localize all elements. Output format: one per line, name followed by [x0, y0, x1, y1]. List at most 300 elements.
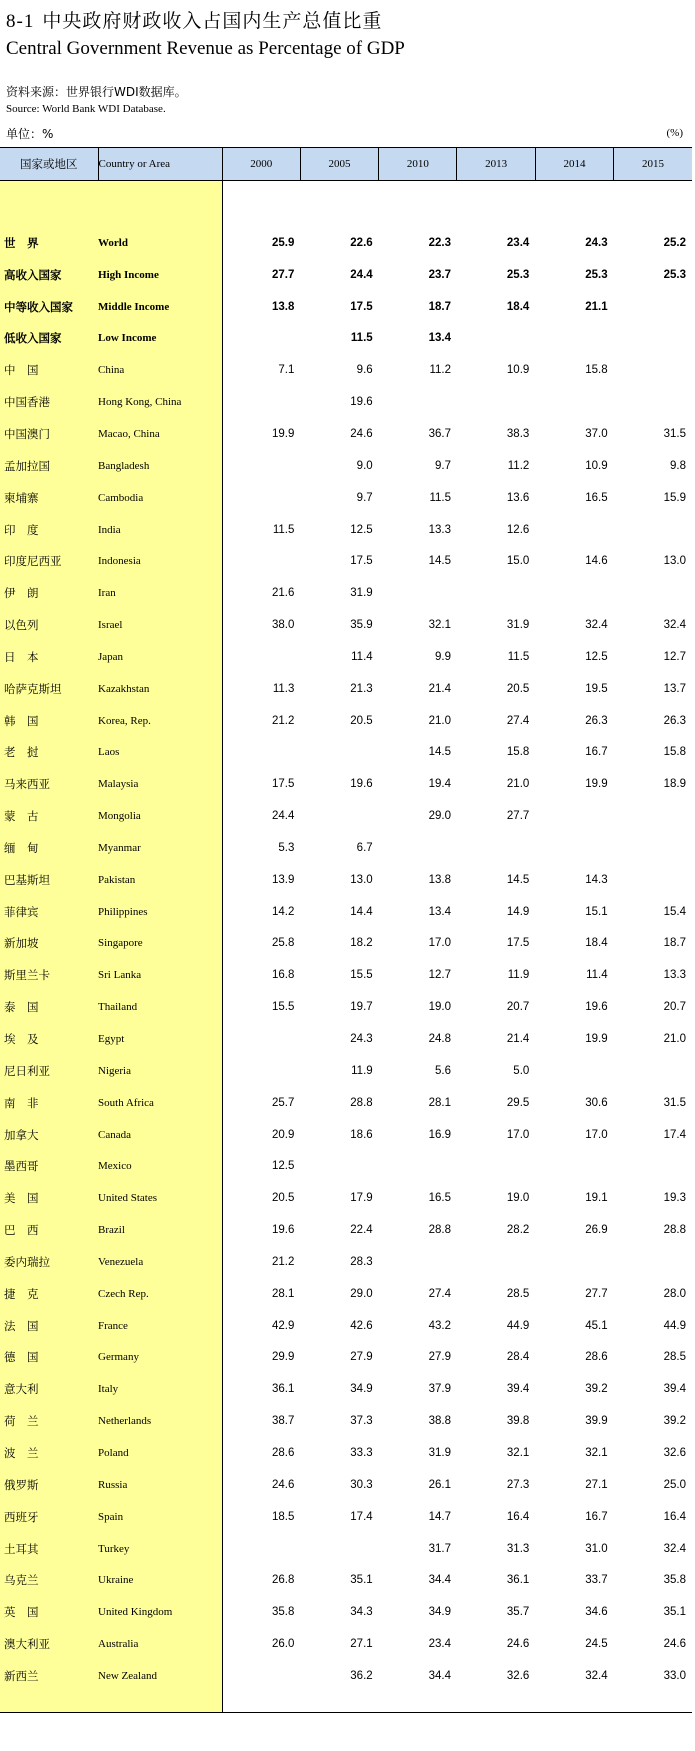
country-name-en: Korea, Rep.: [98, 705, 222, 737]
table-row: [0, 705, 692, 737]
value-cell: 35.1: [663, 1606, 686, 1619]
value-cell: 19.5: [585, 682, 608, 695]
header-year: 2015: [614, 148, 692, 181]
value-cell: 24.6: [271, 1478, 295, 1491]
value-cell: 32.6: [506, 1669, 530, 1682]
value-cell: 24.6: [350, 427, 373, 440]
country-name-en: Czech Rep.: [98, 1278, 222, 1310]
title-zh-text: 中央政府财政收入占国内生产总值比重: [42, 10, 383, 32]
value-cell: 21.2: [271, 714, 295, 727]
country-name-en: Low Income: [98, 323, 222, 355]
value-cell: 30.6: [585, 1096, 608, 1109]
country-name-en: Bangladesh: [98, 450, 222, 482]
country-name-en: Mexico: [98, 1150, 222, 1182]
value-cell: 15.0: [506, 555, 530, 568]
value-cell: 9.0: [356, 459, 373, 472]
value-cell: [222, 1055, 300, 1087]
table-row: [0, 864, 692, 896]
value-cell: [222, 323, 300, 355]
value-cell: 18.6: [350, 1128, 373, 1141]
value-cell: 33.3: [350, 1446, 373, 1459]
country-name-en: United Kingdom: [98, 1596, 222, 1628]
value-cell: 28.8: [663, 1224, 686, 1237]
country-name-zh: 印度尼西亚: [0, 545, 98, 577]
spacer-row: [0, 181, 692, 228]
value-cell: [300, 800, 378, 832]
table-row: [0, 1405, 692, 1437]
value-cell: 27.1: [350, 1638, 373, 1651]
value-cell: 11.3: [272, 682, 295, 695]
value-cell: 26.8: [271, 1574, 295, 1587]
value-cell: 28.4: [506, 1351, 530, 1364]
value-cell: [614, 1150, 692, 1182]
value-cell: 34.4: [428, 1574, 451, 1587]
value-cell: 31.3: [506, 1542, 530, 1555]
country-name-en: France: [98, 1310, 222, 1342]
value-cell: 27.1: [585, 1478, 608, 1491]
value-cell: 11.5: [272, 523, 295, 536]
value-cell: [379, 832, 457, 864]
value-cell: 26.3: [663, 714, 686, 727]
country-name-en: Philippines: [98, 896, 222, 928]
value-cell: 27.9: [350, 1351, 373, 1364]
value-cell: 19.0: [506, 1192, 530, 1205]
value-cell: 13.4: [428, 905, 451, 918]
value-cell: 44.9: [663, 1319, 686, 1332]
value-cell: 24.4: [271, 810, 295, 823]
value-cell: [535, 1246, 613, 1278]
value-cell: 21.0: [428, 714, 451, 727]
value-cell: 20.7: [663, 1001, 686, 1014]
value-cell: 18.4: [506, 300, 530, 313]
table-row: [0, 1246, 692, 1278]
value-cell: 14.6: [585, 555, 608, 568]
country-name-en: Singapore: [98, 928, 222, 960]
value-cell: 17.9: [350, 1192, 373, 1205]
value-cell: 20.5: [271, 1192, 295, 1205]
value-cell: 15.4: [663, 905, 686, 918]
country-name-en: Russia: [98, 1469, 222, 1501]
value-cell: 6.7: [356, 841, 373, 854]
country-name-en: Italy: [98, 1373, 222, 1405]
value-cell: 25.3: [585, 268, 608, 281]
value-cell: 32.1: [506, 1446, 530, 1459]
value-cell: 22.3: [428, 236, 451, 249]
country-name-en: Malaysia: [98, 768, 222, 800]
value-cell: 15.8: [663, 746, 686, 759]
value-cell: 13.0: [663, 555, 686, 568]
value-cell: [222, 1533, 300, 1565]
value-cell: 10.9: [506, 364, 530, 377]
country-name-zh: 新加坡: [0, 928, 98, 960]
value-cell: 23.4: [506, 236, 530, 249]
country-name-zh: 以色列: [0, 609, 98, 641]
value-cell: 12.5: [585, 650, 608, 663]
table-row: [0, 1310, 692, 1342]
country-name-en: Israel: [98, 609, 222, 641]
table-row: [0, 1214, 692, 1246]
table-row: [0, 291, 692, 323]
header-year: 2010: [379, 148, 457, 181]
bottom-padding-row: [0, 1692, 692, 1713]
value-cell: 11.2: [429, 364, 451, 377]
country-name-zh: 孟加拉国: [0, 450, 98, 482]
country-name-en: Myanmar: [98, 832, 222, 864]
title-en: Central Government Revenue as Percentage of GDP: [6, 38, 405, 59]
value-cell: [300, 1150, 378, 1182]
country-name-en: Thailand: [98, 991, 222, 1023]
value-cell: [457, 323, 535, 355]
value-cell: 19.9: [271, 427, 295, 440]
table-row: [0, 227, 692, 259]
table-row: [0, 482, 692, 514]
country-name-zh: 新西兰: [0, 1660, 98, 1692]
value-cell: 25.3: [663, 268, 686, 281]
value-cell: 27.3: [506, 1478, 530, 1491]
value-cell: 29.5: [506, 1096, 530, 1109]
value-cell: 24.4: [350, 268, 373, 281]
value-cell: [614, 386, 692, 418]
value-cell: 28.5: [506, 1287, 530, 1300]
value-cell: 28.8: [350, 1096, 373, 1109]
country-name-zh: 巴基斯坦: [0, 864, 98, 896]
country-name-zh: 中国香港: [0, 386, 98, 418]
value-cell: 39.4: [506, 1383, 530, 1396]
value-cell: 21.1: [585, 300, 608, 313]
value-cell: 15.5: [271, 1001, 295, 1014]
table-row: [0, 928, 692, 960]
country-name-en: Germany: [98, 1342, 222, 1374]
value-cell: [535, 1055, 613, 1087]
value-cell: 14.2: [271, 905, 295, 918]
value-cell: 16.4: [663, 1510, 686, 1523]
value-cell: 34.3: [350, 1606, 373, 1619]
country-name-en: Netherlands: [98, 1405, 222, 1437]
value-cell: [457, 1150, 535, 1182]
value-cell: [300, 737, 378, 769]
value-cell: 17.5: [271, 778, 295, 791]
value-cell: 12.6: [506, 523, 530, 536]
value-cell: 36.1: [271, 1383, 295, 1396]
value-cell: 32.6: [663, 1446, 686, 1459]
value-cell: [457, 386, 535, 418]
value-cell: 31.0: [585, 1542, 608, 1555]
value-cell: [222, 641, 300, 673]
value-cell: 28.5: [663, 1351, 686, 1364]
value-cell: 24.6: [506, 1638, 530, 1651]
country-name-zh: 世 界: [0, 227, 98, 259]
table-row: [0, 1437, 692, 1469]
value-cell: 19.1: [585, 1192, 608, 1205]
country-name-en: Spain: [98, 1501, 222, 1533]
value-cell: 14.9: [506, 905, 530, 918]
value-cell: 25.2: [663, 236, 686, 249]
value-cell: 11.9: [351, 1064, 373, 1077]
table-body: [0, 181, 692, 1713]
value-cell: 38.7: [271, 1415, 295, 1428]
value-cell: 19.9: [585, 778, 608, 791]
value-cell: 29.0: [350, 1287, 373, 1300]
value-cell: [535, 800, 613, 832]
value-cell: 18.2: [350, 937, 373, 950]
value-cell: 13.8: [271, 300, 295, 313]
value-cell: 27.7: [271, 268, 295, 281]
value-cell: 19.9: [585, 1033, 608, 1046]
value-cell: 32.4: [585, 1669, 608, 1682]
value-cell: 9.7: [434, 459, 451, 472]
country-name-en: Iran: [98, 577, 222, 609]
value-cell: 31.7: [428, 1542, 451, 1555]
value-cell: 29.9: [271, 1351, 295, 1364]
value-cell: 32.4: [663, 1542, 686, 1555]
value-cell: [379, 577, 457, 609]
value-cell: 19.3: [663, 1192, 686, 1205]
country-name-en: Japan: [98, 641, 222, 673]
value-cell: 36.7: [428, 427, 451, 440]
country-name-zh: 加拿大: [0, 1119, 98, 1151]
value-cell: 33.0: [663, 1669, 686, 1682]
table-row: [0, 609, 692, 641]
country-name-en: High Income: [98, 259, 222, 291]
value-cell: 7.1: [278, 364, 295, 377]
value-cell: 26.9: [585, 1224, 608, 1237]
value-cell: 31.9: [350, 587, 373, 600]
value-cell: [379, 1150, 457, 1182]
value-cell: 21.3: [350, 682, 373, 695]
country-name-zh: 缅 甸: [0, 832, 98, 864]
value-cell: 24.8: [428, 1033, 451, 1046]
value-cell: [379, 1246, 457, 1278]
value-cell: 43.2: [428, 1319, 451, 1332]
value-cell: 12.7: [663, 650, 686, 663]
table-row: [0, 1055, 692, 1087]
value-cell: 37.0: [585, 427, 608, 440]
value-cell: 15.1: [585, 905, 608, 918]
value-cell: 13.7: [663, 682, 686, 695]
country-name-en: Pakistan: [98, 864, 222, 896]
value-cell: 17.0: [506, 1128, 530, 1141]
country-name-en: South Africa: [98, 1087, 222, 1119]
value-cell: 17.4: [663, 1128, 686, 1141]
country-name-zh: 斯里兰卡: [0, 959, 98, 991]
value-cell: 32.1: [585, 1446, 608, 1459]
value-cell: 28.3: [350, 1255, 373, 1268]
value-cell: 39.2: [663, 1415, 686, 1428]
table-number: 8-1: [6, 11, 35, 32]
country-name-en: New Zealand: [98, 1660, 222, 1692]
value-cell: 38.8: [428, 1415, 451, 1428]
value-cell: 31.5: [663, 427, 686, 440]
value-cell: [535, 514, 613, 546]
country-name-zh: 南 非: [0, 1087, 98, 1119]
country-name-zh: 美 国: [0, 1182, 98, 1214]
value-cell: 25.9: [271, 236, 295, 249]
country-name-zh: 波 兰: [0, 1437, 98, 1469]
table-row: [0, 1087, 692, 1119]
value-cell: 32.1: [428, 619, 451, 632]
country-name-zh: 中等收入国家: [0, 291, 98, 323]
country-name-en: Macao, China: [98, 418, 222, 450]
value-cell: 28.1: [271, 1287, 295, 1300]
value-cell: 18.5: [271, 1510, 295, 1523]
value-cell: 37.9: [428, 1383, 451, 1396]
value-cell: 25.8: [271, 937, 295, 950]
value-cell: 44.9: [506, 1319, 530, 1332]
country-name-en: Turkey: [98, 1533, 222, 1565]
country-name-zh: 俄罗斯: [0, 1469, 98, 1501]
value-cell: 15.5: [350, 969, 373, 982]
country-name-zh: 尼日利亚: [0, 1055, 98, 1087]
value-cell: 39.4: [663, 1383, 686, 1396]
country-name-zh: 埃 及: [0, 1023, 98, 1055]
value-cell: [222, 450, 300, 482]
unit-zh: 单位：%: [6, 127, 54, 141]
country-name-en: Canada: [98, 1119, 222, 1151]
value-cell: 5.6: [434, 1064, 451, 1077]
country-name-en: Australia: [98, 1628, 222, 1660]
header-year: 2014: [535, 148, 613, 181]
country-name-en: Kazakhstan: [98, 673, 222, 705]
value-cell: 27.4: [428, 1287, 451, 1300]
country-name-zh: 低收入国家: [0, 323, 98, 355]
table-row: [0, 768, 692, 800]
value-cell: 13.8: [428, 873, 451, 886]
value-cell: 12.5: [271, 1160, 295, 1173]
country-name-en: China: [98, 354, 222, 386]
value-cell: [614, 1055, 692, 1087]
value-cell: 11.5: [507, 650, 530, 663]
value-cell: 18.4: [585, 937, 608, 950]
table-row: [0, 1342, 692, 1374]
value-cell: [614, 1246, 692, 1278]
value-cell: 42.6: [350, 1319, 373, 1332]
value-cell: 45.1: [585, 1319, 608, 1332]
value-cell: 13.4: [428, 332, 451, 345]
value-cell: 13.6: [506, 491, 530, 504]
value-cell: [222, 1023, 300, 1055]
value-cell: 31.9: [506, 619, 530, 632]
value-cell: 28.1: [428, 1096, 451, 1109]
value-cell: 10.9: [585, 459, 608, 472]
data-table-container: [0, 147, 695, 1713]
value-cell: 16.7: [585, 746, 608, 759]
country-name-zh: 土耳其: [0, 1533, 98, 1565]
value-cell: 36.2: [350, 1669, 373, 1682]
value-cell: 25.7: [271, 1096, 295, 1109]
value-cell: 39.2: [585, 1383, 608, 1396]
country-name-zh: 泰 国: [0, 991, 98, 1023]
table-row: [0, 959, 692, 991]
country-name-en: Middle Income: [98, 291, 222, 323]
country-name-en: Cambodia: [98, 482, 222, 514]
value-cell: 32.4: [663, 619, 686, 632]
source-zh: 资料来源：世界银行WDI数据库。: [6, 85, 187, 99]
header-year: 2005: [300, 148, 378, 181]
value-cell: 28.6: [585, 1351, 608, 1364]
value-cell: [222, 1660, 300, 1692]
country-name-zh: 澳大利亚: [0, 1628, 98, 1660]
value-cell: [222, 737, 300, 769]
value-cell: [614, 577, 692, 609]
value-cell: 19.6: [350, 778, 373, 791]
header-country-en: Country or Area: [98, 148, 222, 181]
value-cell: 14.5: [428, 555, 451, 568]
value-cell: 18.7: [663, 937, 686, 950]
value-cell: 13.9: [271, 873, 295, 886]
value-cell: [614, 354, 692, 386]
table-row: [0, 832, 692, 864]
value-cell: 17.5: [350, 555, 373, 568]
header-country-zh: 国家或地区: [0, 148, 98, 181]
value-cell: 14.4: [350, 905, 373, 918]
country-name-en: Nigeria: [98, 1055, 222, 1087]
table-row: [0, 259, 692, 291]
country-name-zh: 中国澳门: [0, 418, 98, 450]
table-header: [0, 148, 692, 181]
value-cell: 21.2: [271, 1255, 295, 1268]
value-cell: 21.4: [428, 682, 451, 695]
table-row: [0, 1596, 692, 1628]
value-cell: 33.7: [585, 1574, 608, 1587]
value-cell: 12.7: [428, 969, 451, 982]
value-cell: 20.9: [271, 1128, 295, 1141]
table-row: [0, 577, 692, 609]
value-cell: 24.5: [585, 1638, 608, 1651]
value-cell: 26.0: [271, 1638, 295, 1651]
country-name-en: Egypt: [98, 1023, 222, 1055]
value-cell: [614, 291, 692, 323]
table-row: [0, 1533, 692, 1565]
data-table: [0, 147, 692, 1713]
table-row: [0, 641, 692, 673]
value-cell: 17.5: [350, 300, 373, 313]
value-cell: 23.7: [428, 268, 451, 281]
value-cell: 25.0: [663, 1478, 686, 1491]
country-name-zh: 委内瑞拉: [0, 1246, 98, 1278]
value-cell: 19.4: [428, 778, 451, 791]
value-cell: 21.6: [271, 587, 295, 600]
value-cell: 9.6: [356, 364, 373, 377]
value-cell: 20.5: [506, 682, 530, 695]
value-cell: [614, 800, 692, 832]
value-cell: 5.0: [513, 1064, 530, 1077]
country-name-en: Venezuela: [98, 1246, 222, 1278]
country-name-zh: 西班牙: [0, 1501, 98, 1533]
value-cell: 11.9: [507, 969, 530, 982]
value-cell: 34.9: [350, 1383, 373, 1396]
value-cell: 9.9: [434, 650, 451, 663]
value-cell: 17.0: [428, 937, 451, 950]
value-cell: 19.6: [585, 1001, 608, 1014]
country-name-en: Mongolia: [98, 800, 222, 832]
value-cell: 28.2: [506, 1224, 530, 1237]
country-name-en: Poland: [98, 1437, 222, 1469]
value-cell: 34.4: [428, 1669, 451, 1682]
value-cell: 20.5: [350, 714, 373, 727]
table-row: [0, 1182, 692, 1214]
country-name-zh: 哈萨克斯坦: [0, 673, 98, 705]
source-en: Source: World Bank WDI Database.: [6, 103, 166, 115]
table-row: [0, 386, 692, 418]
table-row: [0, 737, 692, 769]
country-name-zh: 老 挝: [0, 737, 98, 769]
table-row: [0, 545, 692, 577]
value-cell: 19.0: [428, 1001, 451, 1014]
value-cell: 38.3: [506, 427, 530, 440]
table-row: [0, 418, 692, 450]
country-name-zh: 中 国: [0, 354, 98, 386]
value-cell: 28.0: [663, 1287, 686, 1300]
